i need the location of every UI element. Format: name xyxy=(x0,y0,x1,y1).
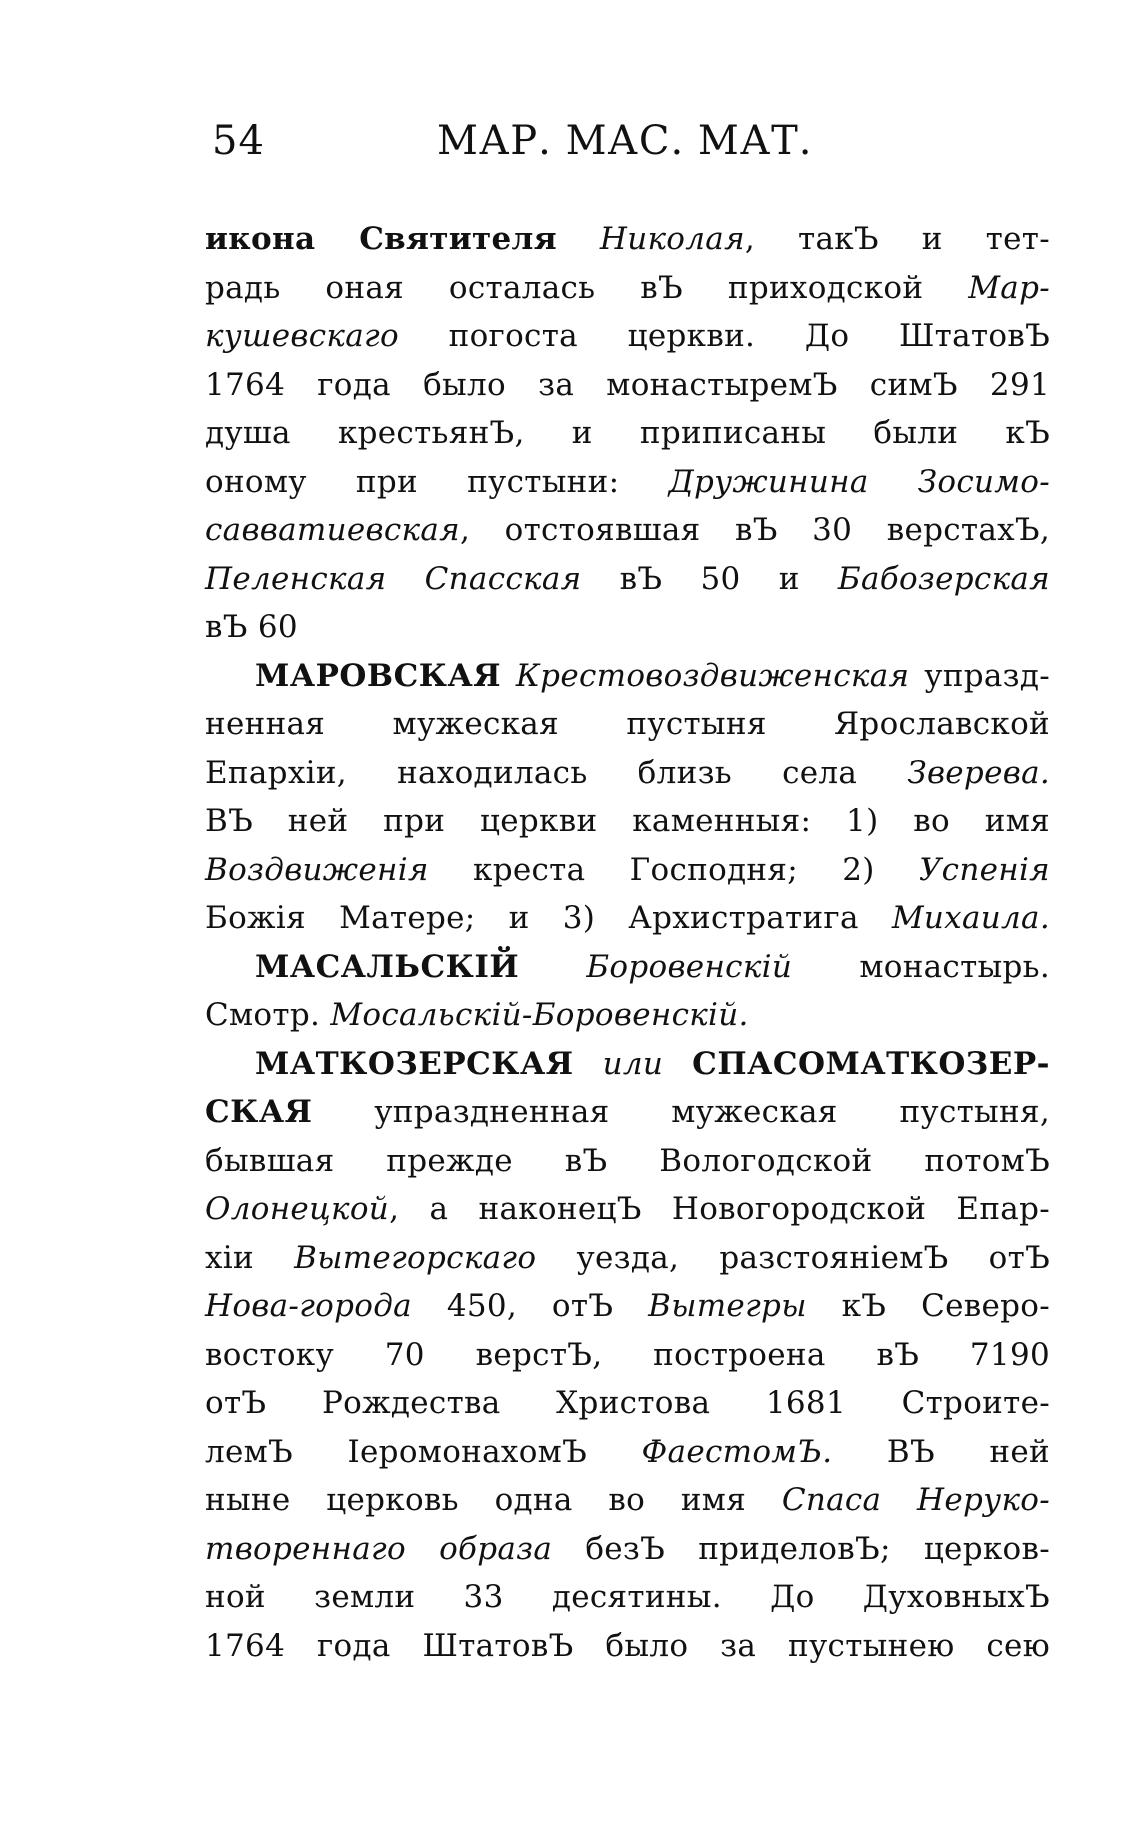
text-line: Пеленская Спасская вЪ 50 и Бабозерская xyxy=(205,560,1051,597)
page-number: 54 xyxy=(212,118,265,164)
text-line: МАРОВСКАЯ Крестовоздвиженская упразд- xyxy=(255,657,1051,694)
body-text xyxy=(205,215,1050,1670)
text-line: вЪ 60 xyxy=(205,609,298,645)
text-line: Воздвиженiя креста Господня; 2) Успенiя xyxy=(205,851,1051,888)
text-line: Олонецкой, а наконецЪ Новогородской Епар- xyxy=(205,1191,1050,1227)
text-line: ной земли 33 десятины. До ДуховныхЪ xyxy=(205,1579,1050,1615)
text-line: отЪ Рождества Христова 1681 Строите- xyxy=(205,1385,1050,1421)
text-line: Епархiи, находилась близь села Зверева. xyxy=(205,754,1050,791)
text-line: твореннаго образа безЪ приделовЪ; церков- xyxy=(205,1530,1051,1567)
page-header xyxy=(212,118,852,178)
text-line: 1764 года было за монастыремЪ симЪ 291 xyxy=(205,366,1050,403)
text-line: МАСАЛЬСКIЙ Боровенскiй монастырь. xyxy=(255,948,1050,985)
text-line: лемЪ IеромонахомЪ ФаестомЪ. ВЪ ней xyxy=(205,1433,1050,1470)
text-line: радь оная осталась вЪ приходской Мар- xyxy=(205,269,1050,306)
text-line: ныне церковь одна во имя Спаса Неруко- xyxy=(205,1482,1051,1518)
text-line: ВЪ ней при церкви каменныя: 1) во имя xyxy=(205,803,1050,839)
text-line: востоку 70 верстЪ, построена вЪ 7190 xyxy=(205,1336,1050,1373)
text-line: икона Святителя Николая, такЪ и тет- xyxy=(205,221,1051,257)
text-line: ненная мужеская пустыня Ярославской xyxy=(205,706,1050,742)
text-line: СКАЯ упраздненная мужеская пустыня, xyxy=(205,1094,1050,1130)
text-line: хiи Вытегорскаго уезда, разстоянiемЪ отЪ xyxy=(205,1239,1051,1276)
text-line: МАТКОЗЕРСКАЯ или СПАСОМАТКОЗЕР- xyxy=(255,1045,1051,1082)
text-line: душа крестьянЪ, и приписаны были кЪ xyxy=(205,415,1050,451)
text-line: оному при пустыни: Дружинина Зосимо- xyxy=(205,463,1050,500)
running-head: МАР. МАС. МАТ. xyxy=(437,118,813,164)
text-line: Нова-города 450, отЪ Вытегры кЪ Северо- xyxy=(205,1288,1051,1324)
text-line: Смотр. Мосальскiй-Боровенскiй. xyxy=(205,997,749,1033)
text-line: кушевскаго погоста церкви. До ШтатовЪ xyxy=(205,318,1051,354)
text-line: савватиевская, отстоявшая вЪ 30 верстахЪ, xyxy=(205,512,1050,548)
text-line: Божiя Матере; и 3) Архистратига Михаила. xyxy=(205,900,1050,936)
text-line: бывшая прежде вЪ Вологодской потомЪ xyxy=(205,1142,1050,1179)
text-line: 1764 года ШтатовЪ было за пустынею сею xyxy=(205,1627,1050,1664)
